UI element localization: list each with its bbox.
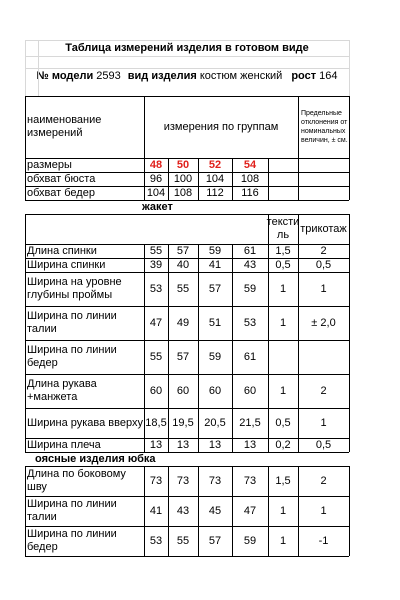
jacket-row-value: 13 [208, 438, 222, 451]
height-value: 164 [319, 69, 338, 82]
grid-line [349, 40, 350, 96]
jacket-row-label: Длина рукава +манжета [27, 378, 97, 403]
skirt-row-value: 41 [149, 504, 163, 517]
grid-line [268, 214, 269, 244]
body-row-value: 96 [149, 172, 163, 185]
section-jacket: жакет [142, 200, 173, 213]
grid-line [349, 466, 350, 556]
jacket-row-label: Ширина рукава вверху [27, 416, 143, 429]
jacket-row-value: 59 [208, 350, 222, 363]
skirt-row-value: 43 [176, 504, 190, 517]
jacket-row-value: 55 [176, 282, 190, 295]
model-line [25, 68, 349, 84]
size-50: 50 [176, 158, 190, 171]
grid-line [25, 214, 349, 215]
jacket-row-value: 60 [149, 384, 163, 397]
jacket-row-value: 57 [176, 350, 190, 363]
sizes-label: размеры [27, 158, 72, 171]
skirt-row-value: 57 [208, 534, 222, 547]
grid-line [25, 438, 349, 439]
grid-line [25, 244, 349, 245]
grid-line [232, 244, 233, 452]
grid-line [349, 96, 350, 200]
jacket-row-value: 60 [176, 384, 190, 397]
header-groups-cell: измерения по группам [163, 120, 279, 133]
height-label: рост [291, 69, 317, 82]
jacket-row-knit: ± 2,0 [311, 316, 336, 329]
grid-line [25, 408, 349, 409]
size-52: 52 [208, 158, 222, 171]
body-row-value: 116 [241, 186, 259, 199]
jacket-row-value: 60 [208, 384, 222, 397]
grid-line [25, 452, 349, 453]
grid-line [25, 68, 349, 69]
jacket-row-textile: 1 [279, 384, 287, 397]
grid-line [25, 200, 349, 201]
grid-line [25, 158, 349, 159]
body-row-value: 104 [146, 186, 166, 199]
skirt-row-label: Ширина по линии талии [27, 498, 117, 523]
jacket-row-textile [268, 340, 298, 374]
jacket-row-value: 60 [243, 384, 257, 397]
grid-line [298, 158, 299, 200]
jacket-row-value: 13 [243, 438, 257, 451]
skirt-row-value: 73 [208, 474, 222, 487]
body-row-value: 112 [206, 186, 224, 199]
grid-line [25, 556, 349, 557]
jacket-row-textile: 0,2 [275, 438, 291, 451]
jacket-row-value: 59 [243, 282, 257, 295]
item-label: вид изделия [127, 69, 197, 82]
skirt-row-value: 73 [176, 474, 190, 487]
jacket-row-label: Ширина спинки [27, 258, 106, 271]
body-row-label: обхват бюста [27, 172, 96, 185]
size-48: 48 [149, 158, 163, 171]
grid-line [144, 466, 145, 556]
grid-line [25, 272, 349, 273]
jacket-row-value: 59 [208, 244, 222, 257]
jacket-row-value: 41 [208, 258, 222, 271]
skirt-row-knit: 2 [320, 474, 327, 487]
grid-line [168, 466, 169, 556]
skirt-row-textile: 1 [279, 504, 287, 517]
model-label: № модели [36, 69, 94, 82]
model-value: 2593 [96, 69, 121, 82]
grid-line [232, 158, 233, 200]
grid-line [25, 466, 26, 556]
skirt-row-value: 53 [149, 534, 163, 547]
grid-line [25, 40, 349, 41]
jacket-row-value: 40 [176, 258, 190, 271]
header-name-cell: наименование измерений [27, 114, 102, 139]
jacket-row-label: Ширина на уровне глубины проймы [27, 276, 122, 301]
skirt-row-value: 45 [208, 504, 222, 517]
item-value: костюм женский [199, 69, 283, 82]
grid-line [268, 158, 269, 200]
jacket-row-value: 53 [149, 282, 163, 295]
jacket-row-value: 20,5 [204, 416, 226, 429]
jacket-row-knit [298, 340, 349, 374]
jacket-row-knit: 0,5 [315, 438, 332, 451]
jacket-row-value: 51 [208, 316, 222, 329]
grid-line [25, 96, 26, 200]
grid-line [25, 214, 26, 244]
grid-line [298, 244, 299, 452]
grid-line [298, 466, 299, 556]
skirt-row-value: 73 [149, 474, 163, 487]
jacket-row-value: 47 [149, 316, 163, 329]
grid-line [268, 244, 269, 452]
skirt-row-textile: 1,5 [275, 474, 291, 487]
jacket-row-value: 21,5 [239, 416, 261, 429]
grid-line [25, 496, 349, 497]
skirt-row-value: 73 [243, 474, 257, 487]
skirt-row-knit: 1 [320, 504, 327, 517]
jacket-row-label: Ширина плеча [27, 438, 101, 451]
jacket-row-value: 57 [208, 282, 222, 295]
skirt-row-value: 47 [243, 504, 257, 517]
grid-line [25, 96, 349, 97]
skirt-row-textile: 1 [279, 534, 287, 547]
grid-line [168, 244, 169, 452]
jacket-row-value: 55 [149, 350, 163, 363]
jacket-row-knit: 1 [320, 282, 327, 295]
jacket-row-label: Ширина по линии бедер [27, 344, 117, 369]
grid-line [25, 186, 349, 187]
jacket-row-knit: 0,5 [315, 258, 332, 271]
body-row-value: 108 [173, 186, 193, 199]
grid-line [144, 96, 145, 158]
grid-line [232, 466, 233, 556]
grid-line [25, 306, 349, 307]
tolerance-knit-header: трикотаж [300, 222, 347, 235]
body-row-value: 108 [240, 172, 260, 185]
jacket-row-knit: 1 [320, 416, 327, 429]
skirt-row-knit: -1 [318, 534, 329, 547]
jacket-row-value: 53 [243, 316, 257, 329]
grid-line [25, 172, 349, 173]
grid-line [268, 466, 269, 556]
size-54: 54 [243, 158, 257, 171]
jacket-row-value: 61 [243, 350, 257, 363]
grid-line [25, 56, 349, 57]
grid-line [25, 340, 349, 341]
header-tolerance-cell: Предельные отклонения от номинальных величин, ± см. [301, 110, 348, 144]
table-title: Таблица измерений изделия в готовом виде [65, 41, 309, 54]
jacket-row-value: 49 [176, 316, 190, 329]
jacket-row-label: Длина спинки [27, 244, 97, 257]
jacket-row-textile: 1,5 [275, 244, 291, 257]
grid-line [168, 158, 169, 200]
section-skirt: оясные изделия юбка [35, 452, 156, 465]
skirt-row-label: Ширина по линии бедер [27, 528, 117, 553]
grid-line [198, 466, 199, 556]
jacket-row-textile: 0,5 [275, 416, 291, 429]
jacket-row-value: 13 [176, 438, 190, 451]
grid-line [25, 526, 349, 527]
jacket-row-knit: 2 [320, 244, 327, 257]
grid-line [25, 244, 26, 452]
grid-line [144, 244, 145, 452]
body-row-value: 100 [173, 172, 193, 185]
grid-line [25, 40, 26, 96]
grid-line [144, 158, 145, 200]
jacket-row-value: 19,5 [172, 416, 194, 429]
jacket-row-label: Ширина по линии талии [27, 310, 117, 335]
grid-line [38, 40, 39, 96]
grid-line [25, 258, 349, 259]
grid-line [198, 158, 199, 200]
jacket-row-textile: 1 [279, 316, 287, 329]
jacket-row-value: 55 [149, 244, 163, 257]
grid-line [25, 374, 349, 375]
jacket-row-textile: 1 [279, 282, 287, 295]
skirt-row-value: 55 [176, 534, 190, 547]
skirt-row-value: 59 [243, 534, 257, 547]
jacket-row-value: 57 [176, 244, 190, 257]
grid-line [349, 214, 350, 244]
skirt-row-label: Длина по боковому шву [27, 468, 126, 493]
jacket-row-textile: 0,5 [275, 258, 291, 271]
jacket-row-value: 61 [243, 244, 257, 257]
jacket-row-value: 43 [243, 258, 257, 271]
grid-line [298, 96, 299, 158]
body-row-label: обхват бедер [27, 186, 95, 199]
grid-line [198, 244, 199, 452]
grid-line [298, 214, 299, 244]
jacket-row-value: 13 [149, 438, 163, 451]
grid-line [25, 466, 349, 467]
body-row-value: 104 [205, 172, 225, 185]
jacket-row-knit: 2 [320, 384, 327, 397]
grid-line [349, 244, 350, 452]
jacket-row-value: 39 [149, 258, 163, 271]
tolerance-textile-header: тексти ль [266, 216, 300, 241]
jacket-row-value: 18,5 [145, 416, 167, 429]
